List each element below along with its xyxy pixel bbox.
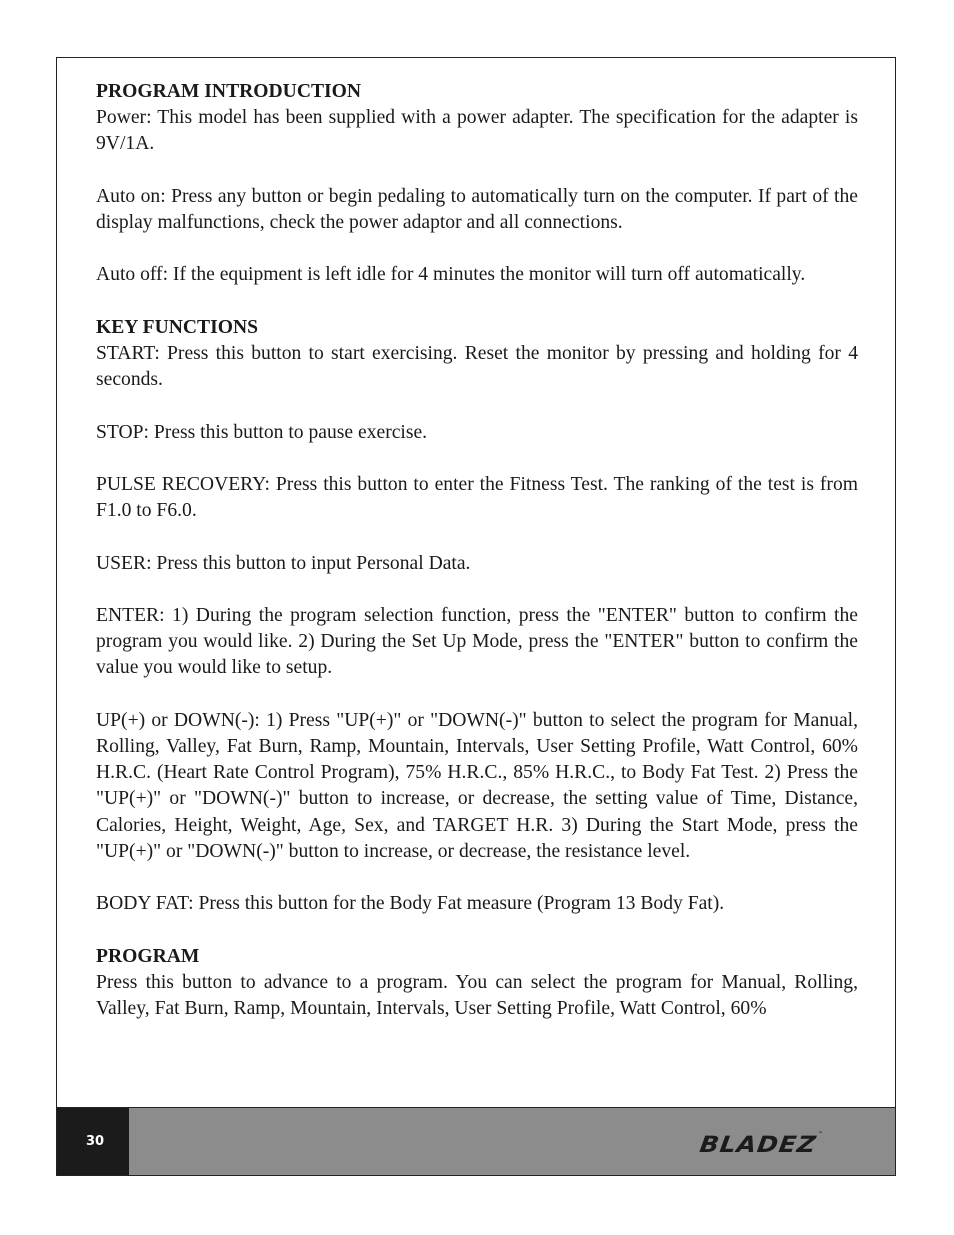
paragraph-program: Press this button to advance to a program. You can select the program for Manual, Rolling, Valley, Fat Burn, Ramp, Mountain, Intervals, User Setting Profile, Watt Control, 60% [96,971,858,1019]
section-heading-program: PROGRAM [96,945,200,967]
section-heading-key-functions: KEY FUNCTIONS [96,316,259,338]
section-heading-program-introduction: PROGRAM INTRODUCTION [96,81,362,102]
paragraph-key-user: USER: Press this button to input Personal Data. [96,552,471,574]
page-content [96,79,858,1022]
page-number-box [57,1108,129,1175]
paragraph-key-up-down: UP(+) or DOWN(-): 1) Press "UP(+)" or "DOWN(-)" button to select the program for Manual, Rolling, Valley, Fat Burn, Ramp, Mountain, Intervals, User Setting Profile, Watt Control, 60% H.R.C. (Heart Rate Control Program), 75% H.R.C., 85% H.R.C., to Body Fat Test. 2) Press the "UP(+)" or "DOWN(-)" button to increase, or decrease, the setting value of Time, Distance, Calories, Height, Weight, Age, Sex, and TARGET H.R. 3) During the Start Mode, press the "UP(+)" or "DOWN(-)" button to increase, or decrease, the resistance level. [96,709,858,862]
paragraph-auto-off: Auto off: If the equipment is left idle for 4 minutes the monitor will turn off automatically. [96,264,806,286]
paragraph-power: Power: This model has been supplied with a power adapter. The specification for the adapter is 9V/1A. [96,107,858,155]
page-number: 30 [86,1134,105,1149]
paragraph-auto-on: Auto on: Press any button or begin pedaling to automatically turn on the computer. If part of the display malfunctions, check the power adaptor and all connections. [96,185,858,233]
paragraph-key-stop: STOP: Press this button to pause exercise. [96,421,428,443]
paragraph-key-body-fat: BODY FAT: Press this button for the Body Fat measure (Program 13 Body Fat). [96,893,725,915]
brand-logo [698,1131,823,1157]
paragraph-key-pulse-recovery: PULSE RECOVERY: Press this button to enter the Fitness Test. The ranking of the test is from F1.0 to F6.0. [96,473,858,522]
paragraph-key-start: START: Press this button to start exercising. Reset the monitor by pressing and holding for 4 seconds. [96,342,858,391]
page-footer [57,1107,895,1175]
paragraph-key-enter: ENTER: 1) During the program selection function, press the "ENTER" button to confirm the program you would like. 2) During the Set Up Mode, press the "ENTER" button to confirm the value you would like to setup. [96,604,858,679]
trademark-mark: ™ [817,1131,823,1137]
brand-name: BLADEZ [697,1131,818,1158]
